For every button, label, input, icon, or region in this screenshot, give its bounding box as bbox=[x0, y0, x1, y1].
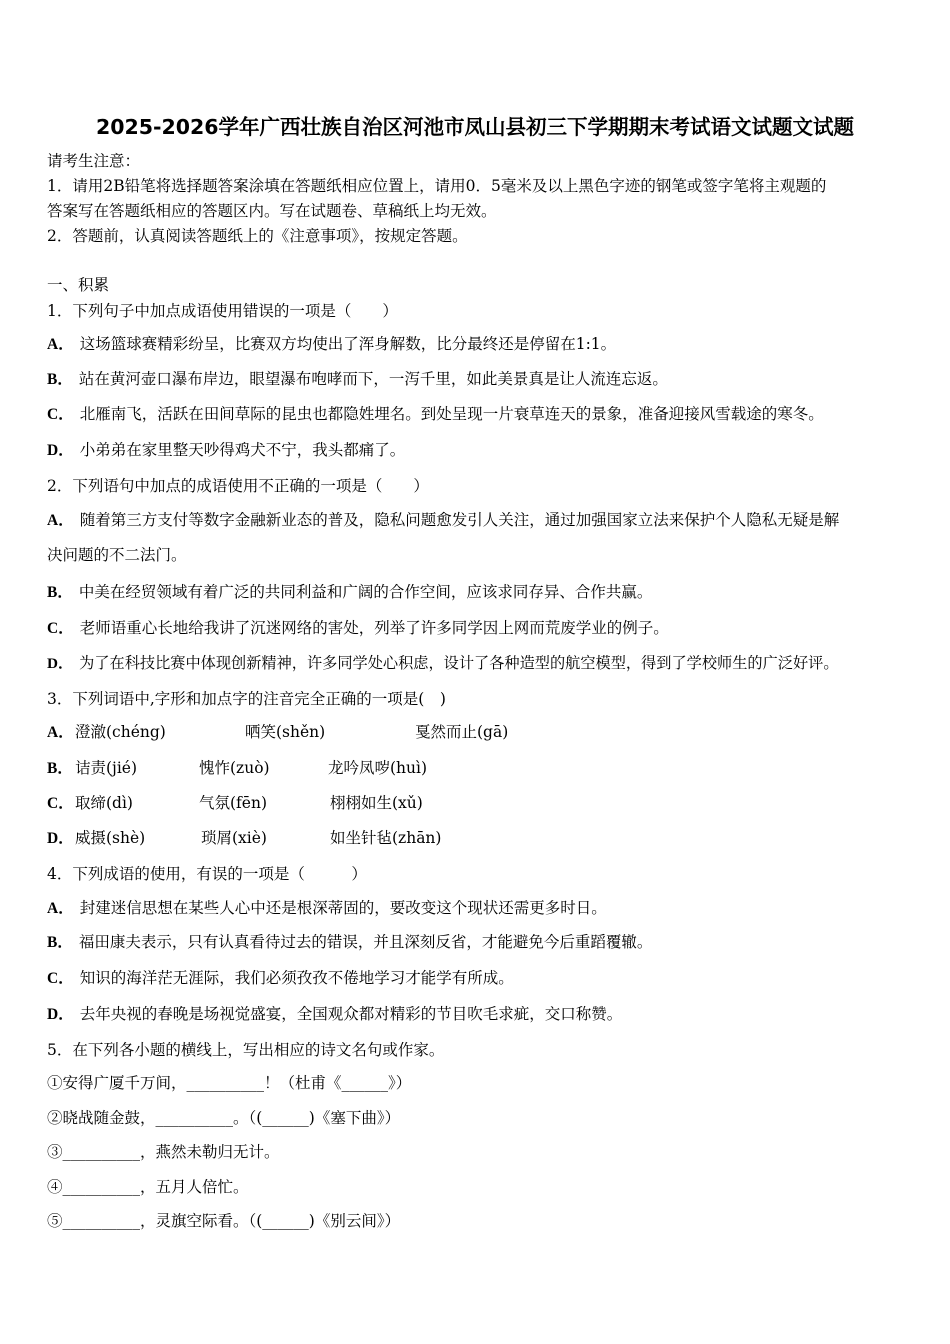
option-a: A． 封建迷信思想在某些人心中还是根深蒂固的，要改变这个现状还需更多时日。 bbox=[47, 899, 607, 917]
question-stem: 5．在下列各小题的横线上，写出相应的诗文名句或作家。 bbox=[47, 1041, 445, 1059]
poem-blank-item: ②晓战随金鼓，__________。（(______)《塞下曲》） bbox=[47, 1109, 401, 1127]
option-c: C． 取缔(dì) 气氛(fēn) 栩栩如生(xǔ) bbox=[47, 794, 423, 812]
option-a-continued: 决问题的不二法门。 bbox=[47, 546, 187, 564]
poem-blank-item: ⑤__________，灵旗空际看。（(______)《别云间》） bbox=[47, 1212, 401, 1230]
page-title: 2025-2026学年广西壮族自治区河池市凤山县初三下学期期末考试语文试题文试题 bbox=[95, 115, 855, 139]
option-a: A． 澄澈(chéng) 哂笑(shěn) 戛然而止(gā) bbox=[47, 723, 509, 741]
option-d: D． 小弟弟在家里整天吵得鸡犬不宁，我头都痛了。 bbox=[47, 441, 406, 459]
question-stem: 3．下列词语中,字形和加点字的注音完全正确的一项是( ) bbox=[47, 690, 446, 708]
option-b: B． 中美在经贸领域有着广泛的共同利益和广阔的合作空间，应该求同存异、合作共赢。 bbox=[47, 583, 653, 601]
question-stem: 1．下列句子中加点成语使用错误的一项是（ ） bbox=[47, 302, 398, 320]
option-b: B． 福田康夫表示，只有认真看待过去的错误，并且深刻反省，才能避免今后重蹈覆辙。 bbox=[47, 933, 653, 951]
notice-line: 答案写在答题纸相应的答题区内。写在试题卷、草稿纸上均无效。 bbox=[47, 202, 497, 220]
option-b: B． 诘责(jié) 愧怍(zuò) 龙吟凤哕(huì) bbox=[47, 759, 428, 777]
option-c: C． 老师语重心长地给我讲了沉迷网络的害处，列举了许多同学因上网而荒废学业的例子。 bbox=[47, 619, 669, 637]
option-d: D． 威摄(shè) 琐屑(xiè) 如坐针毡(zhān) bbox=[47, 829, 442, 847]
question-stem: 4．下列成语的使用，有误的一项是（ ） bbox=[47, 865, 367, 883]
option-b: B． 站在黄河壶口瀑布岸边，眼望瀑布咆哮而下，一泻千里，如此美景真是让人流连忘返。 bbox=[47, 370, 668, 388]
notice-line: 2．答题前，认真阅读答题纸上的《注意事项》，按规定答题。 bbox=[47, 227, 468, 245]
notice-heading: 请考生注意： bbox=[47, 152, 141, 170]
option-a: A． 随着第三方支付等数字金融新业态的普及，隐私问题愈发引人关注，通过加强国家立法来保护个人隐私无疑是解 bbox=[47, 511, 840, 529]
option-c: C． 知识的海洋茫无涯际，我们必须孜孜不倦地学习才能学有所成。 bbox=[47, 969, 514, 987]
section-heading: 一、积累 bbox=[47, 276, 110, 294]
poem-blank-item: ①安得广厦千万间，__________！（杜甫《______》） bbox=[47, 1074, 412, 1092]
option-c: C． 北雁南飞，活跃在田间草际的昆虫也都隐姓埋名。到处呈现一片衰草连天的景象，准备迎接风雪载途的寒冬。 bbox=[47, 405, 824, 423]
poem-blank-item: ③__________，燕然未勒归无计。 bbox=[47, 1143, 280, 1161]
notice-line: 1．请用2B铅笔将选择题答案涂填在答题纸相应位置上，请用0．5毫米及以上黑色字迹的钢笔或签字笔将主观题的 bbox=[47, 177, 827, 195]
option-a: A． 这场篮球赛精彩纷呈，比赛双方均使出了浑身解数，比分最终还是停留在1:1。 bbox=[47, 335, 617, 353]
question-stem: 2．下列语句中加点的成语使用不正确的一项是（ ） bbox=[47, 477, 429, 495]
option-d: D． 为了在科技比赛中体现创新精神，许多同学处心积虑，设计了各种造型的航空模型，得到了学校师生的广泛好评。 bbox=[47, 654, 839, 672]
poem-blank-item: ④__________，五月人倍忙。 bbox=[47, 1178, 249, 1196]
option-d: D． 去年央视的春晚是场视觉盛宴，全国观众都对精彩的节目吹毛求疵，交口称赞。 bbox=[47, 1005, 623, 1023]
